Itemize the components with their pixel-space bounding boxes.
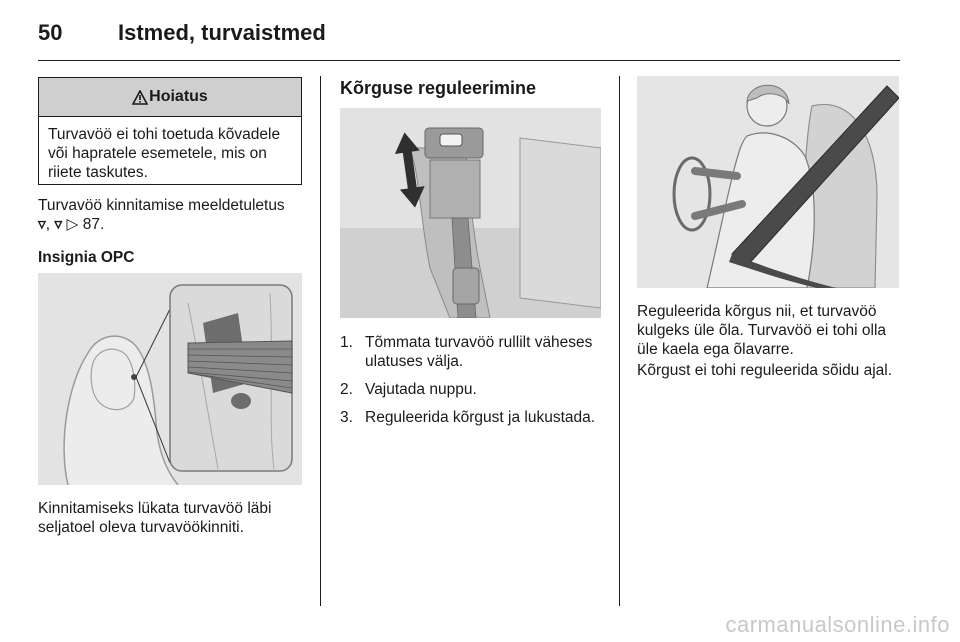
watermark: carmanualsonline.info (725, 612, 950, 637)
height-adjustment-heading: Kõrguse reguleerimine (340, 78, 537, 98)
shoulder-instruction: Reguleerida kõrgus nii, et turvavöö kulgeks üle õla. Turvavöö ei tohi olla üle kaela ega õlavarre. (637, 303, 887, 358)
seatbelt-reminder-icon: ▿ (38, 216, 46, 233)
reminder-page-ref[interactable]: 87. (82, 216, 105, 233)
belt-height-adjuster-illustration (340, 108, 601, 318)
list-item: 2. Vajutada nuppu. (340, 381, 477, 398)
seatbelt-reminder-rear-icon: ▿ (54, 216, 63, 233)
column-divider-1 (320, 76, 321, 606)
steps-list (340, 333, 610, 436)
warning-body: Turvavöö ei tohi toetuda kõvadele või hapratele esemetele, mis on riiete taskutes. (48, 126, 281, 181)
subheading-opc: Insignia OPC (38, 249, 135, 266)
warning-triangle-icon (132, 90, 148, 105)
list-item: 1. Tõmmata turvavöö rullilt väheses ulatuses välja. (340, 334, 593, 370)
reminder-paragraph (38, 196, 308, 234)
column-divider-2 (619, 76, 620, 606)
header-rule (38, 60, 900, 61)
reminder-text: Turvavöö kinnitamise meeldetuletus (38, 197, 285, 214)
warning-header (39, 78, 301, 117)
opc-caption: Kinnitamiseks lükata turvavöö läbi seljatoel oleva turvavöökinniti. (38, 500, 272, 536)
page-number: 50 (38, 20, 63, 45)
driving-warning: Kõrgust ei tohi reguleerida sõidu ajal. (637, 362, 893, 379)
opc-seat-belt-guide-illustration (38, 273, 302, 485)
opc-seat-illustration (38, 273, 302, 485)
reminder-symbols: , (45, 216, 55, 233)
list-item: 3. Reguleerida kõrgust ja lukustada. (340, 409, 596, 426)
page-header (38, 18, 900, 58)
warning-box (38, 77, 302, 185)
height-adjuster-svg (340, 108, 601, 318)
driver-seatbelt-illustration (637, 76, 899, 288)
section-title: Istmed, turvaistmed (118, 20, 326, 45)
driver-illustration-svg (637, 76, 899, 288)
warning-title: Hoiatus (149, 88, 208, 105)
cross-reference-icon: ▷ (66, 216, 79, 233)
